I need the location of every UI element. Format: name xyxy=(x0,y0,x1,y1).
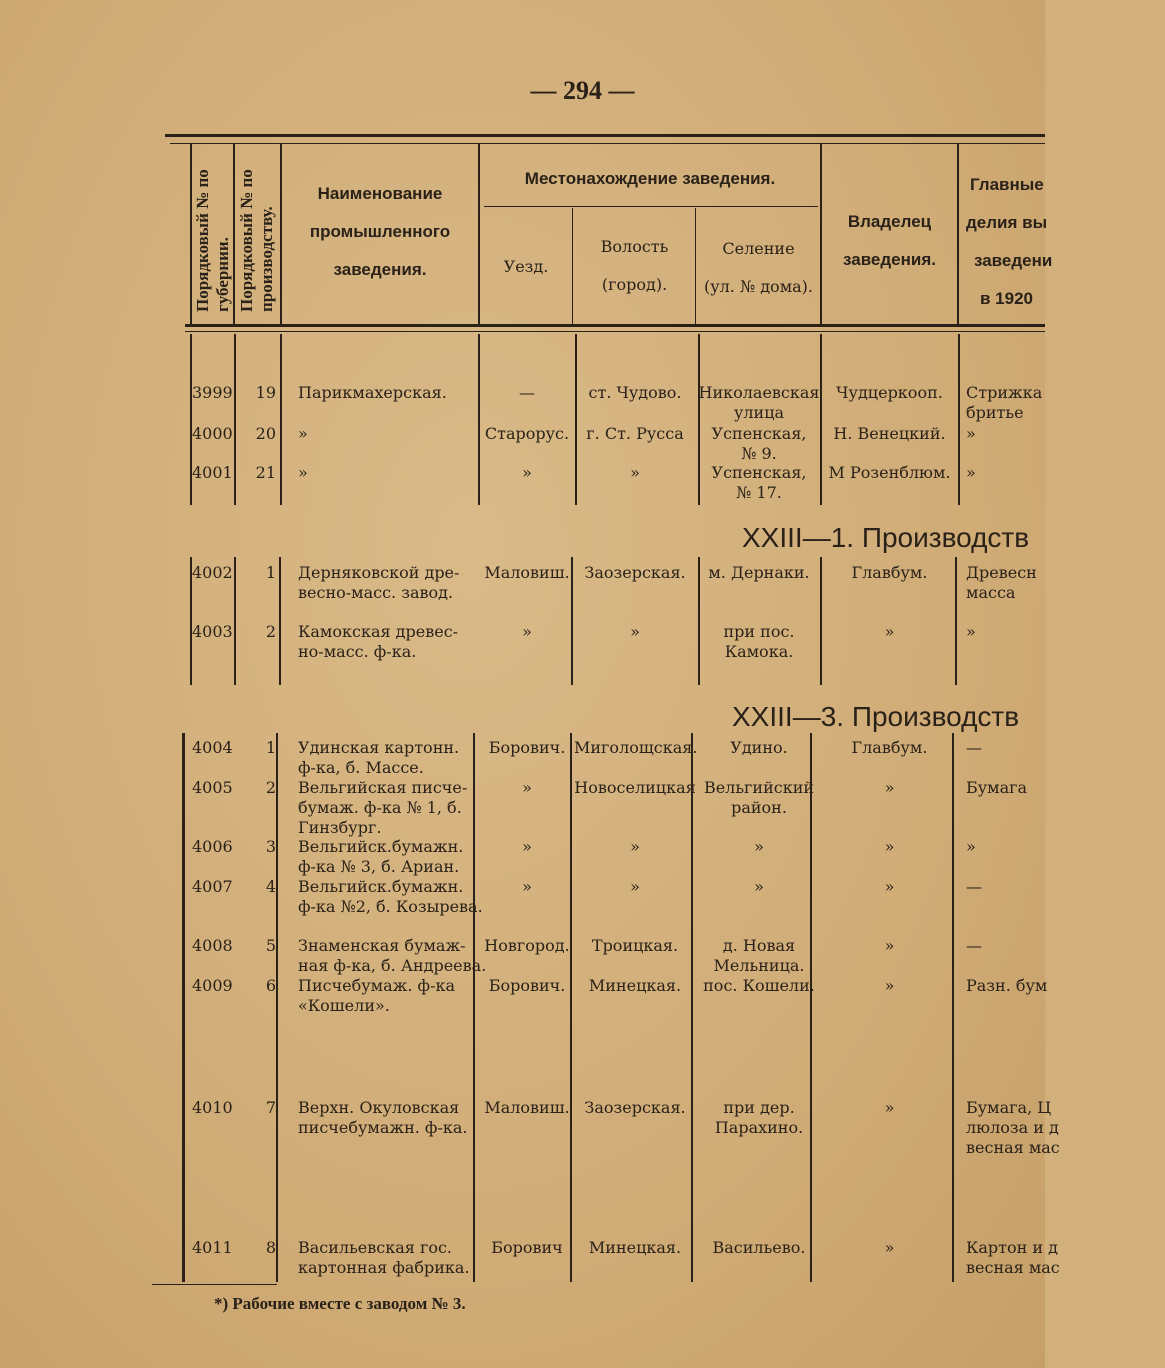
cell-product xyxy=(966,424,1051,444)
cell-uezd: Новгород. xyxy=(484,936,570,955)
header-prod-no: Порядковый № по производству. xyxy=(237,169,276,312)
cell-prod: 8 xyxy=(265,1238,276,1257)
cell-uezd: Старорус. xyxy=(484,424,570,443)
cell-product xyxy=(966,936,1051,956)
cell-line: Успенская, xyxy=(711,424,807,443)
cell-owner: Главбум. xyxy=(851,738,928,757)
cell-line: м. Дернаки. xyxy=(708,563,810,582)
cell-line: Удино. xyxy=(730,738,788,757)
header-prov-no: Порядковый № по губернии. xyxy=(193,169,232,312)
top-rule-thin xyxy=(170,143,1045,144)
body-column-line xyxy=(570,733,572,1282)
cell-uezd: Борович. xyxy=(488,738,566,757)
cell-prod: 2 xyxy=(265,778,276,797)
cell-product xyxy=(966,1238,1060,1278)
cell-line: пос. Кошели. xyxy=(703,976,815,995)
cell-name xyxy=(298,837,492,877)
cell-line: масса xyxy=(966,583,1016,602)
cell-name xyxy=(298,1238,492,1278)
cell-uezd: — xyxy=(519,383,535,402)
cell-volost: Минецкая. xyxy=(588,976,682,995)
cell-name xyxy=(298,976,492,1016)
cell-line: Вельгийский xyxy=(703,778,815,797)
cell-line: » xyxy=(966,622,976,641)
cell-prod: 19 xyxy=(255,383,276,402)
cell-line: » xyxy=(966,463,976,482)
cell-prov: 4006 xyxy=(192,837,233,856)
cell-line: Дерняковской дре- xyxy=(298,563,460,582)
cell-prod: 7 xyxy=(265,1098,276,1117)
cell-prod: 21 xyxy=(255,463,276,482)
cell-uezd: » xyxy=(522,778,532,797)
cell-name xyxy=(298,563,492,603)
section-title-1: XXIII—1. Производств xyxy=(742,522,1030,553)
cell-line: Вельгийск.бумажн. xyxy=(298,837,464,856)
cell-line: Камокская древес- xyxy=(298,622,459,641)
cell-selenie xyxy=(698,622,820,662)
cell-owner: » xyxy=(884,1098,895,1117)
cell-line: район. xyxy=(731,798,787,817)
cell-line: но-масс. ф-ка. xyxy=(298,642,417,661)
cell-line: при пос. xyxy=(723,622,795,641)
body-column-line xyxy=(279,557,281,685)
cell-name xyxy=(298,1098,492,1138)
cell-owner: Чудцеркооп. xyxy=(836,383,943,402)
cell-line: весно-масс. завод. xyxy=(298,583,454,602)
cell-owner: » xyxy=(884,1238,895,1257)
cell-line: Мельница. xyxy=(713,956,805,975)
header-sep-1 xyxy=(233,143,235,325)
cell-uezd: Борович xyxy=(491,1238,563,1257)
cell-product xyxy=(966,778,1051,798)
cell-selenie xyxy=(698,976,820,996)
cell-line: » xyxy=(298,424,308,443)
cell-line: Писчебумаж. ф-ка xyxy=(298,976,456,995)
cell-volost: » xyxy=(630,877,640,896)
cell-owner: Н. Венецкий. xyxy=(833,424,946,443)
cell-line: улица xyxy=(733,403,785,422)
cell-uezd: Борович. xyxy=(488,976,566,995)
body-column-line xyxy=(691,733,693,1282)
header-location: Местонахождение заведения. xyxy=(524,169,776,188)
cell-owner: » xyxy=(884,778,895,797)
cell-prov: 4003 xyxy=(192,622,233,641)
cell-uezd: » xyxy=(522,463,532,482)
cell-selenie xyxy=(698,837,820,857)
cell-line: Удинская картонн. xyxy=(298,738,460,757)
header-name: Наименование промышленного заведения. xyxy=(309,184,451,279)
footnote: *) Рабочие вместе с заводом № 3. xyxy=(214,1294,466,1313)
cell-owner: » xyxy=(884,837,895,856)
cell-product xyxy=(966,383,1051,423)
cell-line: Разн. бум xyxy=(966,976,1048,995)
cell-owner: М Розенблюм. xyxy=(828,463,951,482)
cell-selenie xyxy=(698,738,820,758)
location-subheader-rule xyxy=(484,206,818,207)
body-column-line xyxy=(276,733,278,1282)
cell-line: ф-ка №2, б. Козырева. xyxy=(298,897,483,916)
cell-line: Бумага xyxy=(966,778,1028,797)
cell-prov: 4000 xyxy=(192,424,233,443)
cell-volost: » xyxy=(630,463,640,482)
cell-volost: » xyxy=(630,622,640,641)
cell-selenie xyxy=(698,563,820,583)
header-sep-4 xyxy=(572,208,573,325)
cell-line: Николаевская xyxy=(698,383,820,402)
cell-prov: 4010 xyxy=(192,1098,233,1117)
cell-line: картонная фабрика. xyxy=(298,1258,470,1277)
cell-name xyxy=(298,738,492,778)
cell-product xyxy=(966,563,1051,603)
cell-product xyxy=(966,1098,1060,1158)
cell-prod: 20 xyxy=(255,424,276,443)
footnote-rule xyxy=(152,1284,277,1285)
cell-prov: 4011 xyxy=(192,1238,233,1257)
cell-line: Верхн. Окуловская xyxy=(298,1098,460,1117)
top-rule xyxy=(165,134,1045,137)
cell-prod: 6 xyxy=(265,976,276,995)
cell-line: д. Новая xyxy=(722,936,796,955)
header-sep-0 xyxy=(190,143,192,325)
cell-volost: Троицкая. xyxy=(591,936,679,955)
cell-line: ф-ка, б. Массе. xyxy=(298,758,424,777)
section-title-3: XXIII—3. Производств xyxy=(732,701,1020,732)
cell-prod: 1 xyxy=(265,563,276,582)
cell-selenie xyxy=(698,424,820,464)
cell-name xyxy=(298,463,492,483)
cell-line: ф-ка № 3, б. Ариан. xyxy=(298,857,460,876)
cell-line: № 17. xyxy=(736,483,782,502)
cell-prov: 4008 xyxy=(192,936,233,955)
cell-line: — xyxy=(966,738,982,757)
cell-line: » xyxy=(966,837,976,856)
cell-product xyxy=(966,877,1051,897)
cell-product xyxy=(966,837,1051,857)
header-owner: Владелец заведения. xyxy=(843,212,936,269)
cell-prov: 4005 xyxy=(192,778,233,797)
cell-line: весная мас xyxy=(966,1258,1060,1277)
cell-name xyxy=(298,424,492,444)
cell-selenie xyxy=(698,877,820,897)
cell-product xyxy=(966,738,1051,758)
cell-line: люлоза и д xyxy=(966,1118,1059,1137)
cell-line: » xyxy=(298,463,308,482)
cell-volost: Минецкая. xyxy=(588,1238,682,1257)
cell-volost: Миголощская. xyxy=(574,738,698,757)
cell-product xyxy=(966,463,1051,483)
cell-line: Бумага, Ц xyxy=(966,1098,1052,1117)
header-sep-7 xyxy=(957,143,959,325)
header-selenie: Селение (ул. № дома). xyxy=(703,239,813,296)
header-products: Главные делия вы заведени в 1920 xyxy=(966,175,1053,308)
cell-prov: 4004 xyxy=(192,738,233,757)
cell-line: — xyxy=(966,936,982,955)
cell-owner: » xyxy=(884,976,895,995)
cell-line: Парикмахерская. xyxy=(298,383,447,402)
cell-line: » xyxy=(966,424,976,443)
cell-line: писчебумажн. ф-ка. xyxy=(298,1118,468,1137)
cell-prod: 4 xyxy=(265,877,276,896)
cell-line: Знаменская бумаж- xyxy=(298,936,466,955)
cell-prod: 2 xyxy=(265,622,276,641)
cell-line: Васильево. xyxy=(712,1238,806,1257)
cell-name xyxy=(298,383,492,403)
cell-line: бумаж. ф-ка № 1, б. xyxy=(298,798,462,817)
cell-line: Парахино. xyxy=(714,1118,804,1137)
cell-line: бритье xyxy=(966,403,1024,422)
cell-selenie xyxy=(698,463,820,503)
cell-name xyxy=(298,877,492,917)
cell-owner: » xyxy=(884,877,895,896)
cell-line: Древесн xyxy=(966,563,1037,582)
cell-line: Вельгийск.бумажн. xyxy=(298,877,464,896)
body-column-line xyxy=(958,334,960,505)
cell-prov: 4002 xyxy=(192,563,233,582)
cell-line: ная ф-ка, б. Андреева. xyxy=(298,956,487,975)
cell-volost: » xyxy=(630,837,640,856)
header-bottom-rule-thin xyxy=(185,331,1045,332)
cell-line: Камока. xyxy=(724,642,794,661)
cell-owner: » xyxy=(884,622,895,641)
cell-uezd: » xyxy=(522,837,532,856)
cell-uezd: Маловиш. xyxy=(484,1098,570,1117)
header-sep-5 xyxy=(695,208,696,325)
cell-line: Успенская, xyxy=(711,463,807,482)
cell-name xyxy=(298,778,492,838)
cell-line: «Кошели». xyxy=(298,996,390,1015)
cell-line: Вельгийская писче- xyxy=(298,778,468,797)
cell-uezd: Маловиш. xyxy=(484,563,570,582)
cell-line: » xyxy=(754,837,764,856)
cell-owner: » xyxy=(884,936,895,955)
cell-uezd: » xyxy=(522,877,532,896)
cell-prod: 3 xyxy=(265,837,276,856)
cell-owner: Главбум. xyxy=(851,563,928,582)
cell-prod: 1 xyxy=(265,738,276,757)
cell-prod: 5 xyxy=(265,936,276,955)
cell-selenie xyxy=(698,778,820,818)
body-column-line xyxy=(280,334,282,505)
cell-product xyxy=(966,976,1051,996)
cell-volost: г. Ст. Русса xyxy=(586,424,684,443)
cell-prov: 3999 xyxy=(192,383,233,402)
cell-prov: 4001 xyxy=(192,463,233,482)
cell-line: весная мас xyxy=(966,1138,1060,1157)
body-column-line xyxy=(952,733,954,1282)
cell-line: Картон и д xyxy=(966,1238,1058,1257)
cell-prov: 4007 xyxy=(192,877,233,896)
cell-selenie xyxy=(698,936,820,976)
cell-volost: Заозерская. xyxy=(584,563,686,582)
cell-line: — xyxy=(966,877,982,896)
cell-name xyxy=(298,936,492,976)
body-column-line xyxy=(182,733,185,1282)
cell-product xyxy=(966,622,1051,642)
cell-volost: Заозерская. xyxy=(584,1098,686,1117)
cell-name xyxy=(298,622,492,662)
cell-line: № 9. xyxy=(741,444,777,463)
cell-line: при дер. xyxy=(723,1098,795,1117)
cell-uezd: » xyxy=(522,622,532,641)
cell-selenie xyxy=(698,383,820,423)
header-volost: Волость (город). xyxy=(600,237,669,294)
cell-line: Гинзбург. xyxy=(298,818,382,837)
cell-selenie xyxy=(698,1098,820,1138)
page-number: — 294 — xyxy=(530,76,635,105)
cell-line: Стрижка xyxy=(966,383,1043,402)
cell-line: » xyxy=(754,877,764,896)
header-uezd: Уезд. xyxy=(503,257,549,276)
header-bottom-rule xyxy=(185,324,1045,327)
cell-prov: 4009 xyxy=(192,976,233,995)
cell-line: Васильевская гос. xyxy=(298,1238,453,1257)
cell-selenie xyxy=(698,1238,820,1258)
cell-volost: ст. Чудово. xyxy=(588,383,682,402)
cell-volost: Новоселицкая xyxy=(574,778,696,797)
